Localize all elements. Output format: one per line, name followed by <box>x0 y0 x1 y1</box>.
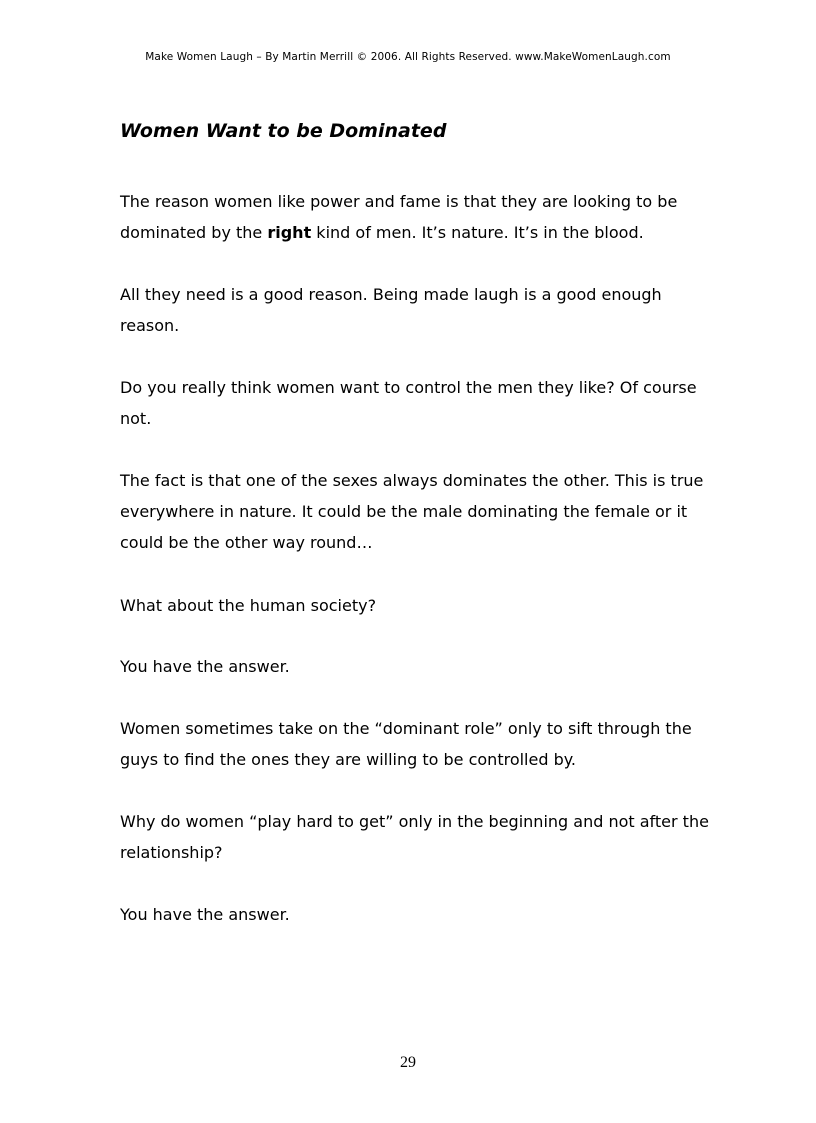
paragraph-3: Do you really think women want to control the men they like? Of course not. <box>120 378 697 428</box>
page-header: Make Women Laugh – By Martin Merrill © 2006. All Rights Reserved. www.MakeWomenLaugh.com <box>145 51 671 63</box>
paragraph-1-bold-word: right <box>267 223 312 242</box>
paragraph-4: The fact is that one of the sexes always dominates the other. This is true everywhere in nature. It could be the male dominating the female or it could be the other way round… <box>120 471 704 552</box>
paragraph-7: Women sometimes take on the “dominant role” only to sift through the guys to find the ones they are willing to be controlled by. <box>120 719 692 769</box>
paragraph-8: Why do women “play hard to get” only in the beginning and not after the relationship? <box>120 812 709 862</box>
paragraph-2: All they need is a good reason. Being made laugh is a good enough reason. <box>120 285 662 335</box>
paragraph-1-text-end: kind of men. It’s nature. It’s in the blood. <box>311 223 644 242</box>
paragraph-6: You have the answer. <box>120 657 290 676</box>
paragraph-1 <box>120 186 710 248</box>
paragraph-5: What about the human society? <box>120 596 377 615</box>
page-number: 29 <box>400 1054 416 1071</box>
paragraph-1-text-start: The reason women like power and fame is that they are looking to be dominated by the <box>120 192 678 242</box>
page-title: Women Want to be Dominated <box>120 120 447 142</box>
paragraph-9: You have the answer. <box>120 905 290 924</box>
